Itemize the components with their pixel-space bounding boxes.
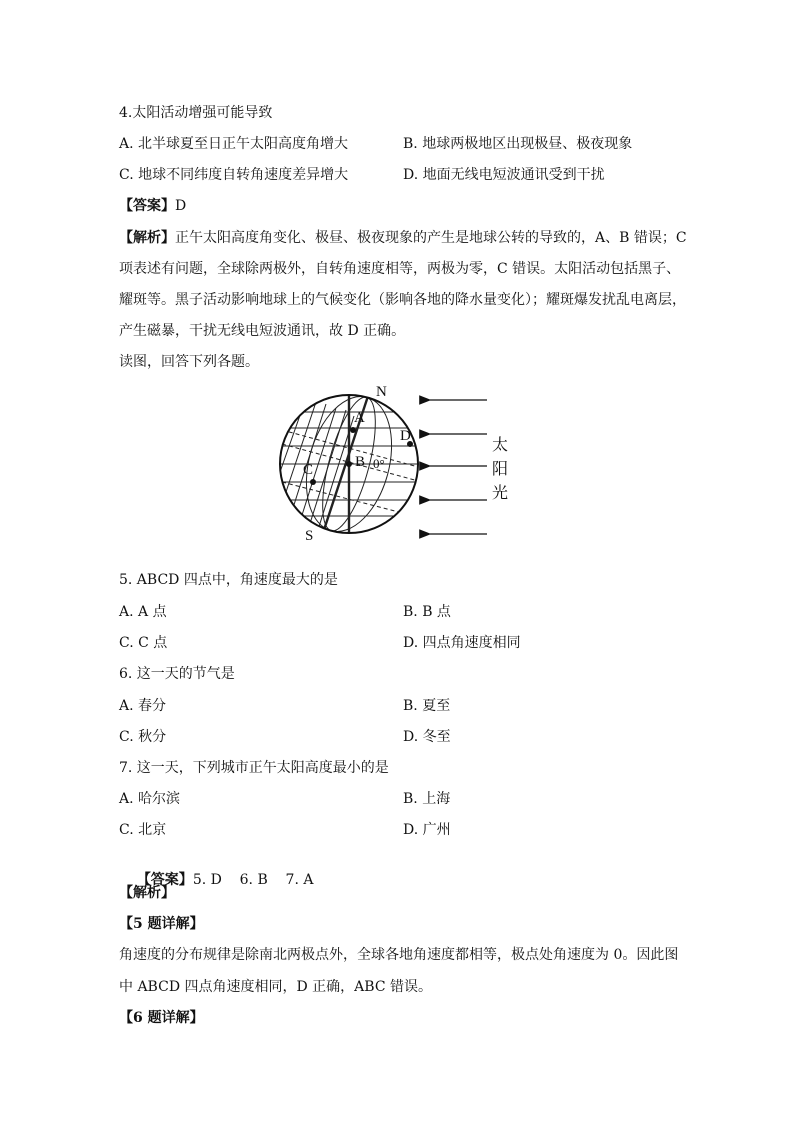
q4-answer-line [119,197,186,215]
q4-option-c: C. 地球不同纬度自转角速度差异增大 [119,167,349,183]
sunlight-char-2: 阳 [492,459,509,478]
question-4-stem: 4.太阳活动增强可能导致 [119,105,273,121]
label-c: C [303,462,314,478]
answer-label: 【答案】 [119,198,175,214]
reading-intro: 读图，回答下列各题。 [119,354,259,370]
analysis-text: 正午太阳高度角变化、极昼、极夜现象的产生是地球公转的导致的，A、B 错误；C [175,230,687,246]
sunlight-char-1: 太 [492,435,509,454]
point-b-dot [346,461,352,467]
q5-option-c: C. C 点 [119,635,168,651]
q4-analysis-line-3: 耀斑等。黑子活动影响地球上的气候变化（影响各地的降水量变化）；耀斑爆发扰乱电离层， [119,292,686,308]
q5-option-b: B. B 点 [403,604,451,620]
analysis-header: 【解析】 [119,885,175,901]
question-5-stem: 5. ABCD 四点中，角速度最大的是 [119,572,338,588]
globe-sunlight-figure [272,382,509,550]
q7-option-d: D. 广州 [403,822,451,838]
q4-option-a: A. 北半球夏至日正午太阳高度角增大 [119,136,349,152]
q4-analysis-line-1 [119,229,687,247]
label-n: N [376,384,387,400]
label-a: A [354,410,365,426]
detail-6-title: 【6 题详解】 [119,1010,204,1026]
question-6-stem: 6. 这一天的节气是 [119,666,235,682]
label-b: B [355,454,366,470]
question-7-stem: 7. 这一天，下列城市正午太阳高度最小的是 [119,760,389,776]
q6-option-a: A. 春分 [119,698,167,714]
q6-option-d: D. 冬至 [403,729,451,745]
point-a-dot [350,427,356,433]
sunlight-char-3: 光 [492,483,509,502]
point-c-dot [310,479,316,485]
q7-option-a: A. 哈尔滨 [119,791,181,807]
answers-text: 5. D 6. B 7. A [192,872,314,888]
label-zero-degree: 0° [373,456,385,471]
q5-option-d: D. 四点角速度相同 [403,635,521,651]
q5-option-a: A. A 点 [119,604,167,620]
q6-option-c: C. 秋分 [119,729,167,745]
q4-option-d: D. 地面无线电短波通讯受到干扰 [403,167,605,183]
analysis-label: 【解析】 [119,230,175,246]
q7-option-b: B. 上海 [403,791,451,807]
answer-value: D [175,198,187,214]
detail-5-line-1: 角速度的分布规律是除南北两极点外，全球各地角速度都相等，极点处角速度为 0。因此图 [119,947,679,963]
label-s: S [305,528,314,544]
q4-analysis-line-4: 产生磁暴，干扰无线电短波通讯，故 D 正确。 [119,323,406,339]
answers-label: 【答案】 [136,872,193,888]
detail-5-title: 【5 题详解】 [119,916,204,932]
q4-analysis-line-2: 项表述有问题，全球除两极外，自转角速度相等，两极为零，C 错误。太阳活动包括黑子、 [119,261,681,277]
q4-option-b: B. 地球两极地区出现极昼、极夜现象 [403,136,633,152]
q7-option-c: C. 北京 [119,822,167,838]
label-d: D [400,428,411,444]
detail-5-line-2: 中 ABCD 四点角速度相同，D 正确，ABC 错误。 [119,979,432,995]
q6-option-b: B. 夏至 [403,698,451,714]
